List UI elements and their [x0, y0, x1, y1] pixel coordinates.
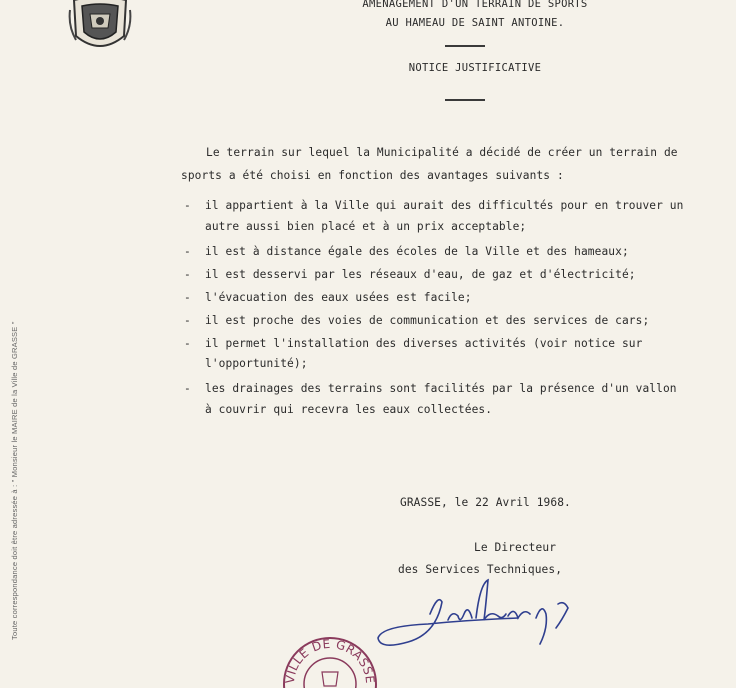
handwritten-signature	[368, 574, 588, 654]
bullet-item: il est à distance égale des écoles de la Ville et des hameaux;	[205, 245, 629, 258]
bullet-item-continuation: l'opportunité);	[205, 357, 308, 370]
title-line-1: AMENAGEMENT D'UN TERRAIN DE SPORTS	[362, 0, 588, 10]
side-note: Toute correspondance doit être adressée à : " Monsieur le MAIRE de la Ville de GRASSE "	[10, 321, 19, 640]
intro-line-1: Le terrain sur lequel la Municipalité a décidé de créer un terrain de	[206, 146, 678, 159]
title-line-2: AU HAMEAU DE SAINT ANTOINE.	[385, 17, 565, 29]
divider-rule	[445, 99, 485, 101]
bullet-item: il permet l'installation des diverses activités (voir notice sur	[205, 337, 643, 350]
bullet-item: il est desservi par les réseaux d'eau, de gaz et d'électricité;	[205, 268, 636, 281]
official-stamp	[280, 628, 380, 688]
signatory-role: Le Directeur	[474, 541, 557, 554]
svg-text:VILLE DE GRASSE	[283, 637, 377, 685]
bullet-item-continuation: autre aussi bien placé et à un prix acceptable;	[205, 220, 527, 233]
stamp-text: VILLE DE GRASSE	[282, 636, 378, 685]
bullet-dash: -	[184, 382, 191, 395]
bullet-item: les drainages des terrains sont facilités par la présence d'un vallon	[205, 382, 677, 395]
bullet-dash: -	[184, 245, 191, 258]
bullet-item-continuation: à couvrir qui recevra les eaux collectées.	[205, 403, 493, 416]
coat-of-arms-icon	[68, 0, 132, 56]
bullet-dash: -	[184, 291, 191, 304]
place-date: GRASSE, le 22 Avril 1968.	[400, 496, 571, 509]
notice-heading: NOTICE JUSTIFICATIVE	[408, 62, 542, 74]
bullet-item: il est proche des voies de communication et des services de cars;	[205, 314, 650, 327]
bullet-dash: -	[184, 268, 191, 281]
bullet-item: il appartient à la Ville qui aurait des difficultés pour en trouver un	[205, 199, 684, 212]
divider-rule	[445, 45, 485, 47]
intro-line-2: sports a été choisi en fonction des avantages suivants :	[181, 169, 564, 182]
bullet-dash: -	[184, 337, 191, 350]
signatory-department: des Services Techniques,	[398, 563, 563, 576]
bullet-dash: -	[184, 199, 191, 212]
bullet-dash: -	[184, 314, 191, 327]
bullet-item: l'évacuation des eaux usées est facile;	[205, 291, 472, 304]
